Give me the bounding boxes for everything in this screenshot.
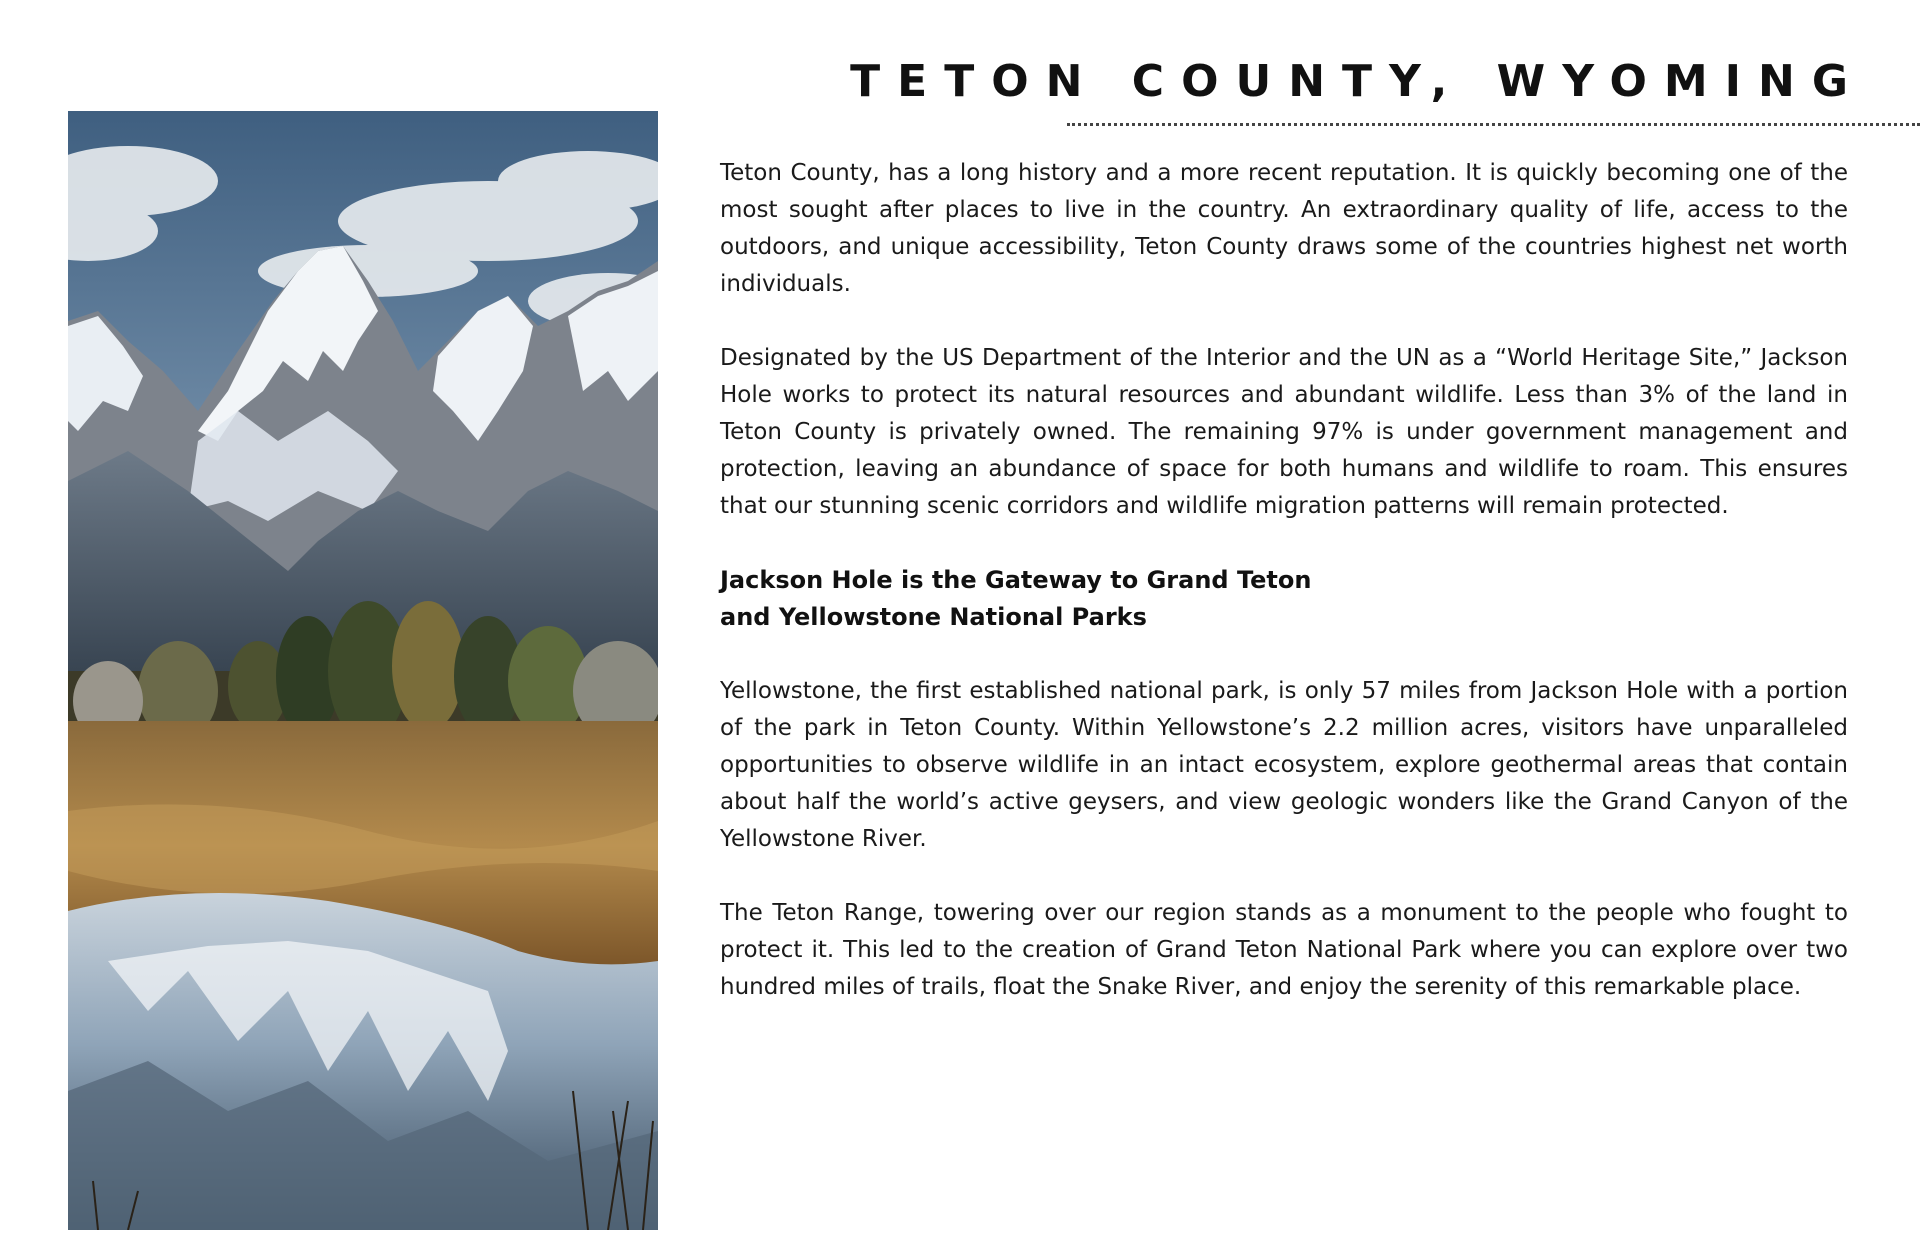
title-divider bbox=[1067, 123, 1920, 126]
teton-range-paragraph: The Teton Range, towering over our region stands as a monument to the people who fought to protect it. This led to the creation of Grand Teton National Park where you can explore over two hundred miles of trails, float the Snake River, and enjoy the serenity of this remarkable place. bbox=[720, 900, 1848, 1000]
section-heading: Jackson Hole is the Gateway to Grand Teton and Yellowstone National Parks bbox=[720, 566, 1312, 631]
article-body bbox=[720, 155, 1848, 1043]
page-title: TETON COUNTY, WYOMING bbox=[850, 56, 1865, 107]
world-heritage-paragraph: Designated by the US Department of the Interior and the UN as a “World Heritage Site,” Jackson Hole works to protect its natural resources and abundant wildlife. Less than 3% of the land in Teton County is privately owned. The remaining 97% is under government management and protection, leaving an abundance of space for both humans and wildlife to roam. This ensures that our stunning scenic corridors and wildlife migration patterns will remain protected. bbox=[720, 345, 1848, 519]
landscape-photo bbox=[68, 111, 658, 1230]
intro-paragraph: Teton County, has a long history and a more recent reputation. It is quickly becoming one of the most sought after places to live in the country. An extraordinary quality of life, access to the outdoors, and unique accessibility, Teton County draws some of the countries highest net worth individuals. bbox=[720, 160, 1848, 297]
yellowstone-paragraph: Yellowstone, the first established national park, is only 57 miles from Jackson Hole with a portion of the park in Teton County. Within Yellowstone’s 2.2 million acres, visitors have unparalleled opportunities to observe wildlife in an intact ecosystem, explore geothermal areas that contain about half the world’s active geysers, and view geologic wonders like the Grand Canyon of the Yellowstone River. bbox=[720, 678, 1848, 852]
